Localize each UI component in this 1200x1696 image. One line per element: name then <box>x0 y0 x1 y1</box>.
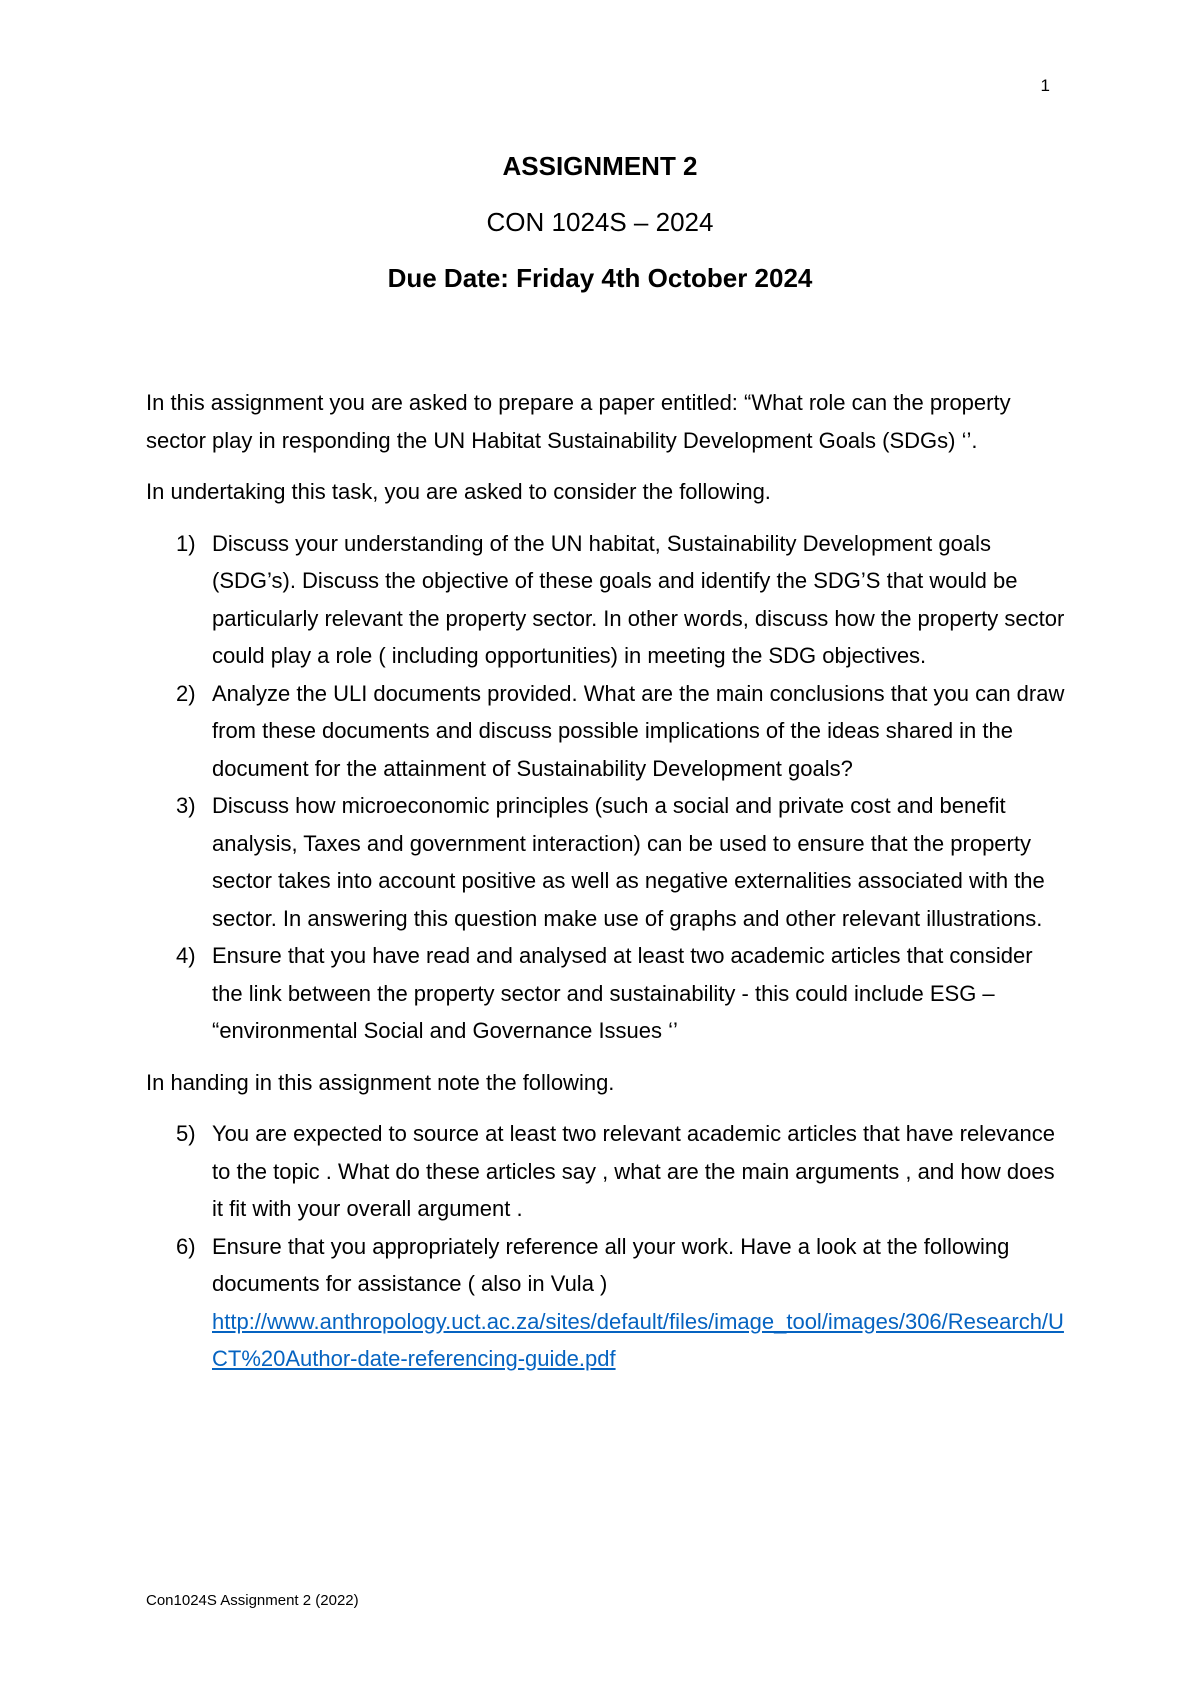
list-number: 1) <box>176 530 196 556</box>
list-text: Ensure that you appropriately reference all your work. Have a look at the following documents for assistance ( also in Vula ) <box>212 1233 1010 1296</box>
list-item <box>146 1115 1066 1228</box>
intro-paragraph: In this assignment you are asked to prepare a paper entitled: “What role can the property sector play in responding the UN Habitat Sustainability Development Goals (SDGs) ‘’. <box>146 390 1011 453</box>
list-item <box>146 675 1066 788</box>
list-text: You are expected to source at least two relevant academic articles that have relevance to the topic . What do these articles say , what are the main arguments , and how does it fit with your overall argument . <box>212 1121 1056 1221</box>
document-body <box>146 384 1066 1392</box>
list-number: 4) <box>176 943 196 968</box>
list-number: 6) <box>176 1233 196 1259</box>
handing-intro: In handing in this assignment note the following. <box>146 1069 615 1095</box>
page-footer: Con1024S Assignment 2 (2022) <box>146 1592 359 1609</box>
list-text: Ensure that you have read and analysed at least two academic articles that consider the link between the property sector and sustainability - this could include ESG – “environmental Social and Governance Issues ‘’ <box>212 943 1033 1043</box>
due-date: Due Date: Friday 4th October 2024 <box>387 263 813 293</box>
list-text: Discuss how microeconomic principles (such a social and private cost and benefit analysis, Taxes and government interaction) can be used to ensure that the property sector takes into account positive as well as negative externalities associated with the sector. In answering this question make use of graphs and other relevant illustrations. <box>212 793 1045 931</box>
task-list <box>146 525 1066 1050</box>
list-item <box>146 787 1066 937</box>
list-text: Analyze the ULI documents provided. What are the main conclusions that you can draw from these documents and discuss possible implications of the ideas shared in the document for the attainment of Sustainability Development goals? <box>212 680 1065 781</box>
heading-block <box>0 148 1200 296</box>
list-number: 3) <box>176 793 196 818</box>
list-number: 5) <box>176 1121 196 1146</box>
notes-list <box>146 1115 1066 1378</box>
list-item <box>146 937 1066 1050</box>
consider-intro: In undertaking this task, you are asked to consider the following. <box>146 479 771 504</box>
page-number: 1 <box>1040 76 1050 95</box>
referencing-guide-link[interactable]: http://www.anthropology.uct.ac.za/sites/default/files/image_tool/images/306/Research/UCT%20Author-date-referencing-guide.pdf <box>212 1308 1064 1371</box>
list-item <box>146 525 1066 675</box>
list-number: 2) <box>176 680 196 706</box>
assignment-title: ASSIGNMENT 2 <box>502 151 698 181</box>
course-code: CON 1024S – 2024 <box>486 207 714 237</box>
list-text: Discuss your understanding of the UN habitat, Sustainability Development goals (SDG’s). Discuss the objective of these goals and identify the SDG’S that would be particularly relevant the property sector. In other words, discuss how the property sector could play a role ( including opportunities) in meeting the SDG objectives. <box>212 530 1065 668</box>
list-item <box>146 1228 1066 1378</box>
